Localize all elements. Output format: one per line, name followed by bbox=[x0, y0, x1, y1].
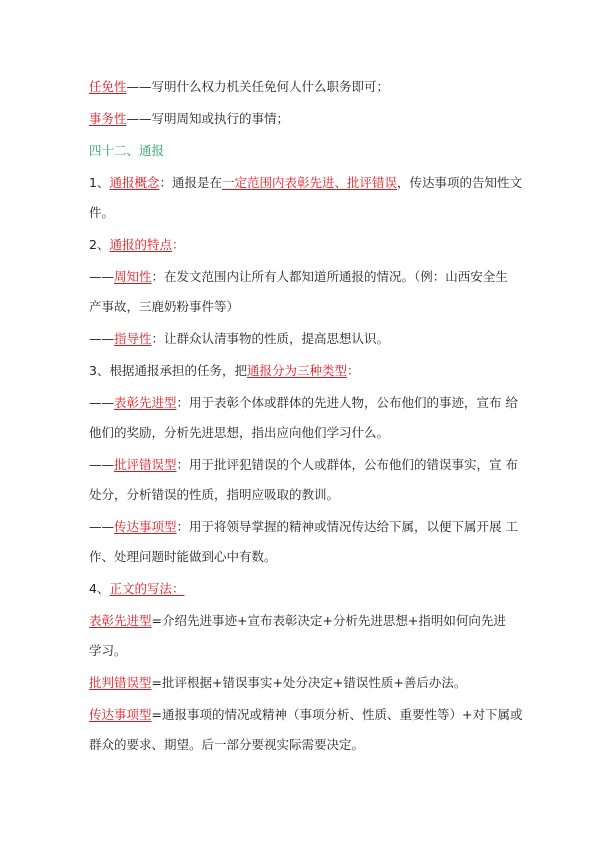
term-formula-biaozhang: 表彰先进型 bbox=[89, 613, 152, 628]
term-piping: 批评错误型 bbox=[114, 457, 177, 472]
paragraph-piping: ——批评错误型：用于批评犯错误的个人或群体，公布他们的错误事实，宣 布 处分，分析错误的性质，指明应吸取的教训。 bbox=[89, 457, 518, 502]
paragraph-renmian bbox=[89, 72, 519, 102]
term-chuanda: 传达事项型 bbox=[114, 519, 177, 534]
paragraph-types: 3、根据通报承担的任务，把通报分为三种类型： bbox=[89, 363, 360, 378]
paragraph-writing: 4、正文的写法： bbox=[89, 581, 185, 596]
paragraph-zhidao: ——指导性：让群众认清事物的性质，提高思想认识。 bbox=[89, 331, 390, 346]
term-formula-chuanda: 传达事项型 bbox=[89, 707, 152, 722]
paragraph-formula-chuanda: 传达事项型=通报事项的情况或精神（事项分析、性质、重要性等）+对下属或 群众的要求、期望。后一部分要视实际需要决定。 bbox=[89, 707, 523, 752]
paragraph-formula-biaozhang: 表彰先进型=介绍先进事迹+宣布表彰决定+分析先进思想+指明如何向先进 学习。 bbox=[89, 613, 506, 658]
term-shiwu: 事务性 bbox=[89, 111, 127, 126]
term-zhouzhi: 周知性 bbox=[114, 269, 152, 284]
term-types: 通报分为三种类型 bbox=[246, 363, 347, 378]
term-concept: 通报概念 bbox=[109, 175, 160, 190]
paragraph-zhouzhi: ——周知性：在发文范围内让所有人都知道所通报的情况。（例：山西安全生 产事故，三鹿奶粉事件等） bbox=[89, 269, 508, 314]
term-features: 通报的特点 bbox=[109, 237, 172, 252]
paragraph-text: ——写明什么权力机关任免何人什么职务即可； bbox=[126, 79, 390, 94]
paragraph-biaozhang: ——表彰先进型：用于表彰个体或群体的先进人物，公布他们的事迹，宣布 给 他们的奖励，分析先进思想，指出应向他们学习什么。 bbox=[89, 395, 518, 440]
term-zhidao: 指导性 bbox=[114, 331, 152, 346]
paragraph-features: 2、通报的特点： bbox=[89, 237, 185, 252]
document-body bbox=[89, 72, 523, 760]
paragraph-text: ——写明周知或执行的事情； bbox=[126, 111, 290, 126]
term-scope: 一定范围内表彰先进、批评错误 bbox=[221, 175, 397, 190]
term-formula-pipan: 批判错误型 bbox=[89, 675, 152, 690]
term-biaozhang: 表彰先进型 bbox=[114, 395, 177, 410]
section-heading: 四十二、通报 bbox=[89, 143, 165, 158]
paragraph-concept: 1、通报概念：通报是在一定范围内表彰先进、批评错误，传达事项的告知性文 件。 bbox=[89, 175, 523, 220]
paragraph-formula-pipan: 批判错误型=批评根据+错误事实+处分决定+错误性质+善后办法。 bbox=[89, 675, 467, 690]
term-writing: 正文的写法： bbox=[109, 581, 185, 596]
term-renmian: 任免性 bbox=[89, 79, 127, 94]
paragraph-shiwu bbox=[89, 104, 519, 134]
paragraph-chuanda: ——传达事项型：用于将领导掌握的精神或情况传达给下属，以便下属开展 工 作、处理问题时能做到心中有数。 bbox=[89, 519, 518, 564]
